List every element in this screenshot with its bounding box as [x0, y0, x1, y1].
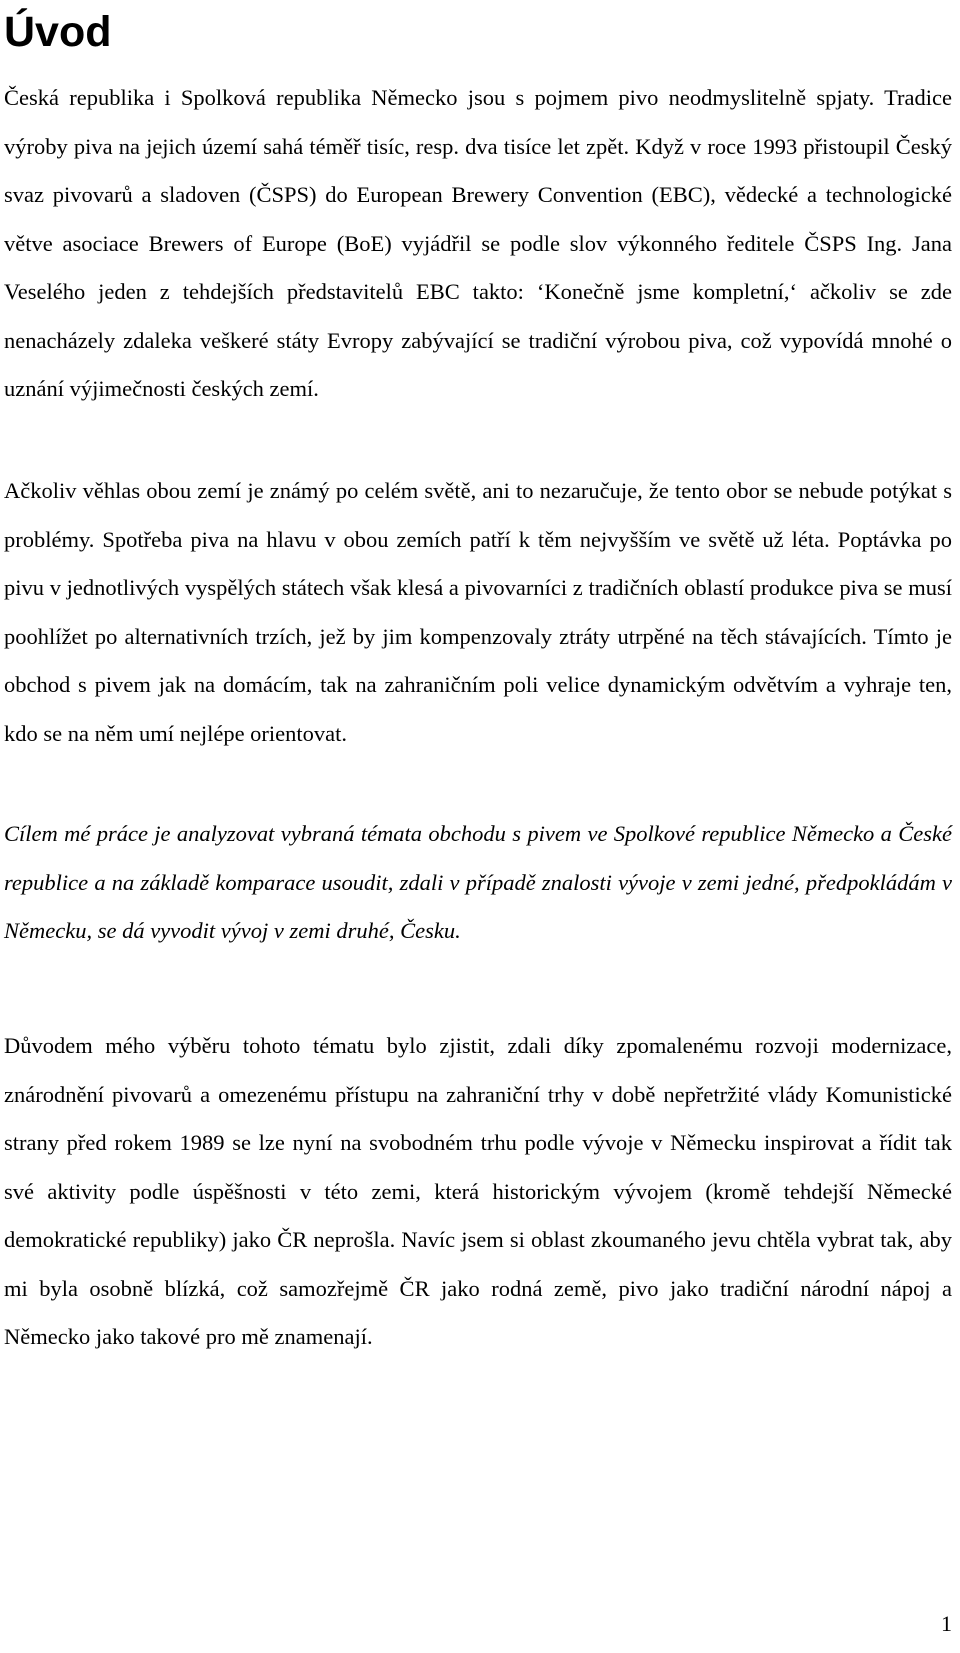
paragraph-market: Ačkoliv věhlas obou zemí je známý po celém světě, ani to nezaručuje, že tento obor se nebude potýkat s problémy. Spotřeba piva na hlavu v obou zemích patří k těm nejvyšším ve světě už léta. Poptávka po pivu v jednotlivých vyspělých státech však klesá a pivovarníci z tradičních oblastí produkce piva se musí poohlížet po alternativních trzích, jež by jim kompenzovaly ztráty utrpěné na těch stávajících. Tímto je obchod s pivem jak na domácím, tak na zahraničním poli velice dynamickým odvětvím a vyhraje ten, kdo se na něm umí nejlépe orientovat. [4, 478, 952, 746]
paragraph-intro: Česká republika i Spolková republika Německo jsou s pojmem pivo neodmyslitelně spjaty. Tradice výroby piva na jejich území sahá téměř tisíc, resp. dva tisíce let zpět. Když v roce 1993 přistoupil Český svaz pivovarů a sladoven (ČSPS) do European Brewery Convention (EBC), vědecké a technologické větve asociace Brewers of Europe (BoE) vyjádřil se podle slov výkonného ředitele ČSPS Ing. Jana Veselého jeden z tehdejších představitelů EBC takto: ‘Konečně jsme kompletní,‘ ačkoliv se zde nenacházely zdaleka veškeré státy Evropy zabývající se tradiční výrobou piva, což vypovídá mnohé o uznání výjimečnosti českých zemí. [4, 85, 952, 401]
page-number: 1 [941, 1611, 952, 1636]
paragraph-reason: Důvodem mého výběru tohoto tématu bylo zjistit, zdali díky zpomalenému rozvoji modernizace, znárodnění pivovarů a omezenému přístupu na zahraniční trhy v době nepřetržité vlády Komunistické strany před rokem 1989 se lze nyní na svobodném trhu podle vývoje v Německu inspirovat a řídit tak své aktivity podle úspěšnosti v této zemi, která historickým vývojem (kromě tehdejší Německé demokratické republiky) jako ČR neprošla. Navíc jsem si oblast zkoumaného jevu chtěla vybrat tak, aby mi byla osobně blízká, což samozřejmě ČR jako rodná země, pivo jako tradiční národní nápoj a Německo jako takové pro mě znamenají. [4, 1033, 952, 1349]
paragraph-goal: Cílem mé práce je analyzovat vybraná témata obchodu s pivem ve Spolkové republice Německo a České republice a na základě komparace usoudit, zdali v případě znalosti vývoje v zemi jedné, předpokládám v Německu, se dá vyvodit vývoj v zemi druhé, Česku. [4, 821, 952, 943]
page-title: Úvod [4, 8, 112, 56]
